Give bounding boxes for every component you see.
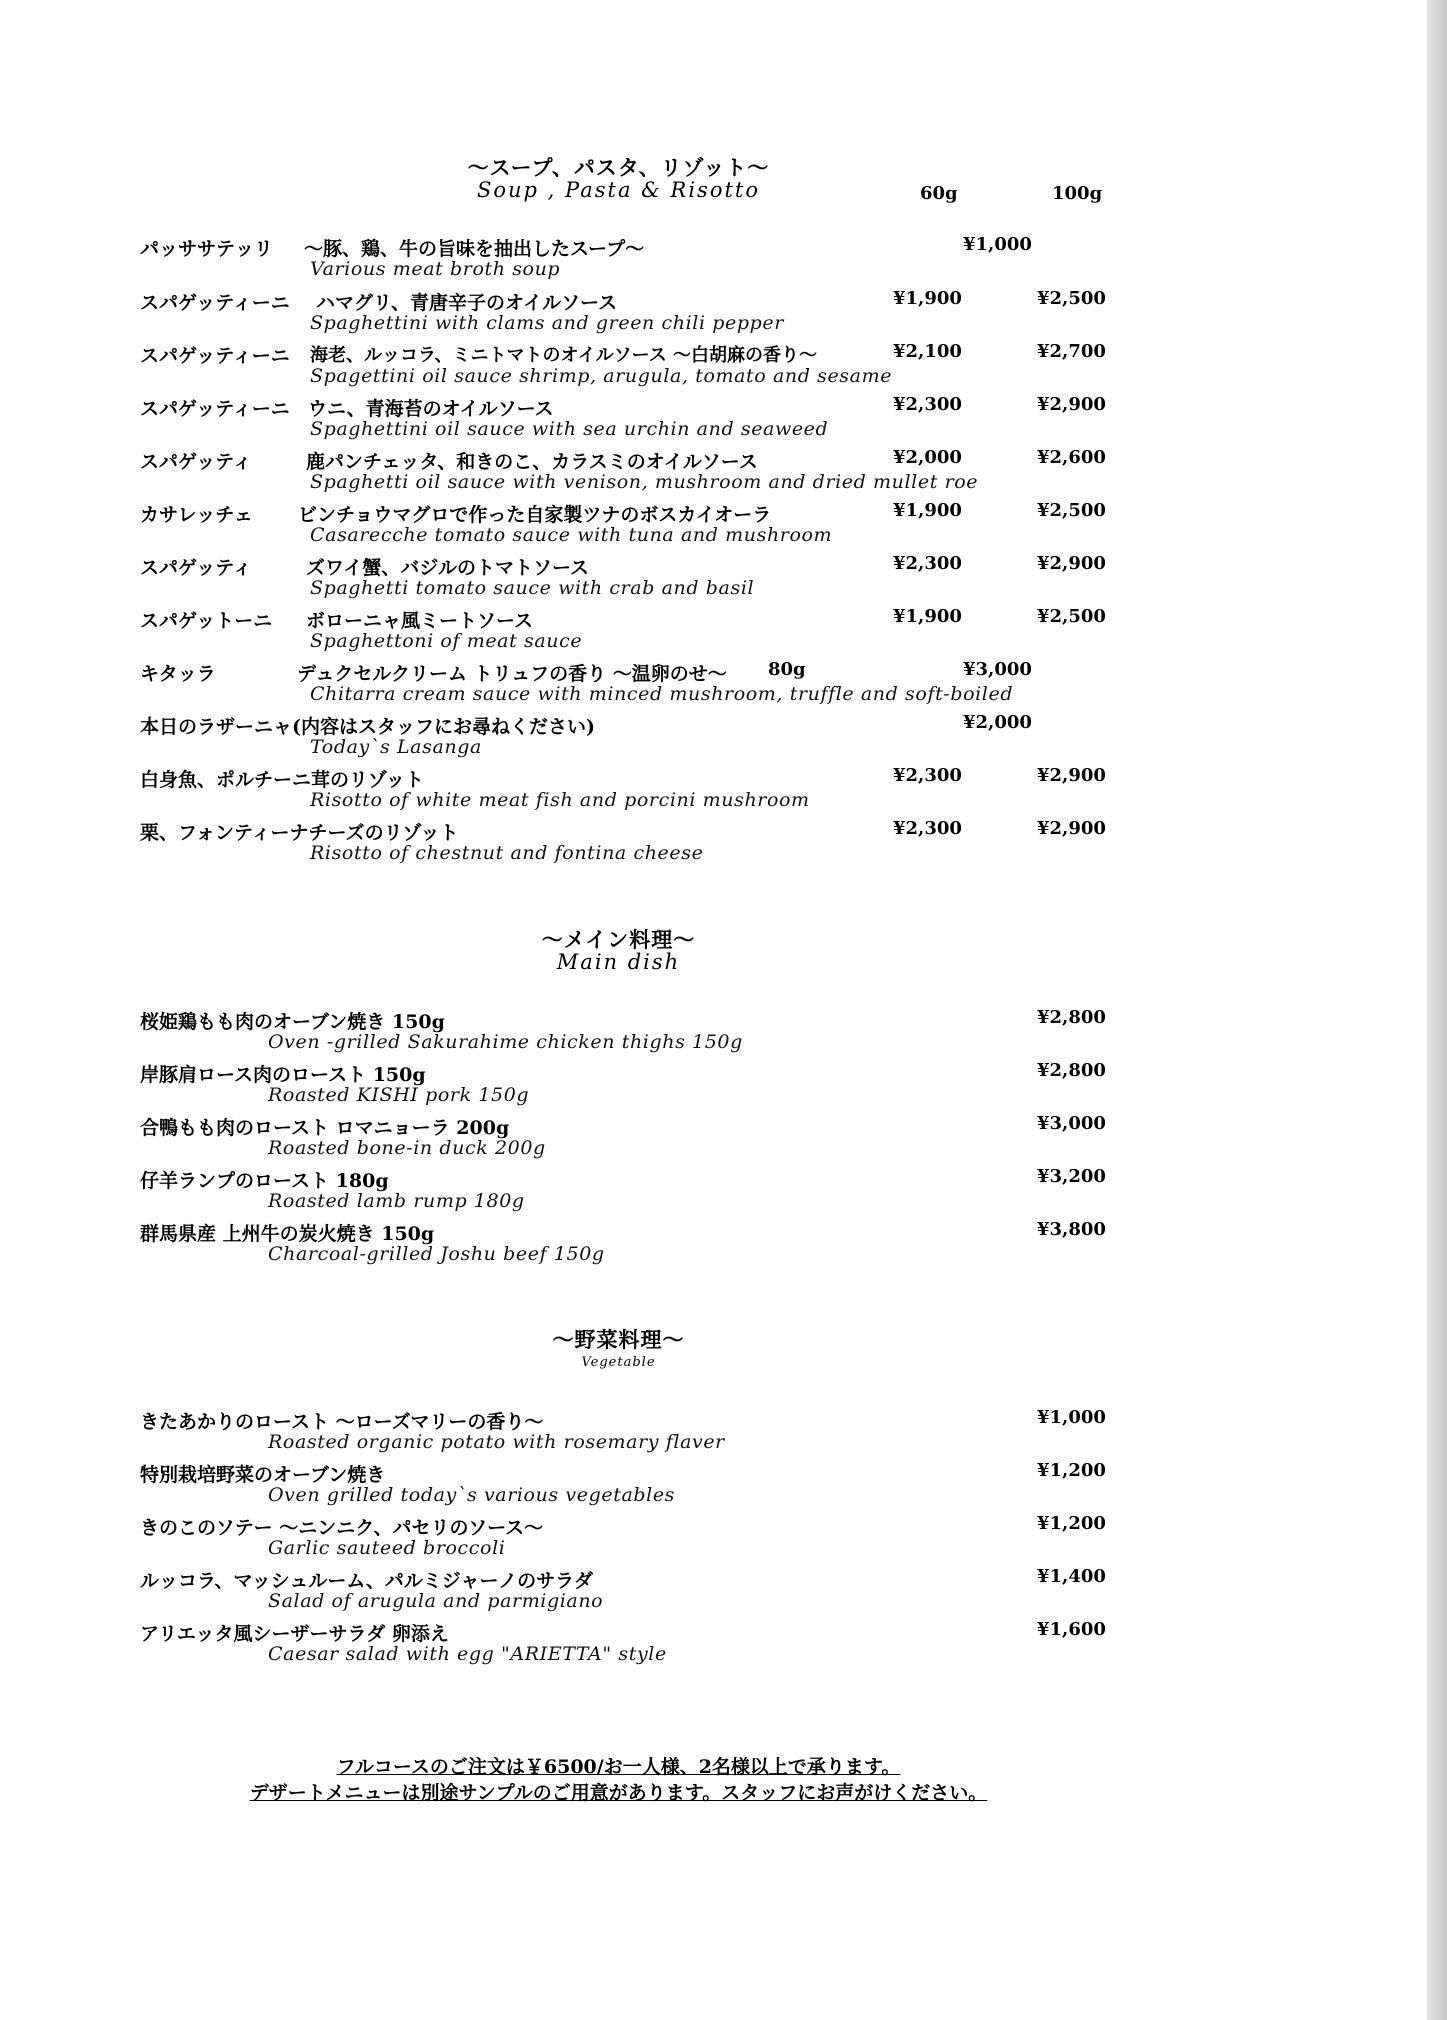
item-price-60g: ¥1,900: [893, 606, 962, 627]
item-price-60g: ¥2,000: [893, 447, 962, 468]
item-description: 鹿パンチェッタ、和きのこ、カラスミのオイルソース: [306, 451, 758, 473]
item-name: カサレッチェ: [140, 504, 253, 526]
item-name: スパゲッティーニ: [140, 398, 290, 420]
item-english: Casarecche tomato sauce with tuna and mushroom: [310, 524, 833, 546]
menu-item-row: [140, 500, 1140, 526]
item-price-100g: ¥2,500: [1037, 288, 1106, 309]
menu-item-row: [140, 1166, 1140, 1192]
menu-item-row: [140, 1460, 1140, 1486]
item-english: Roasted lamb rump 180g: [268, 1190, 525, 1212]
menu-item-row: [140, 1566, 1140, 1592]
item-english: Risotto of white meat fish and porcini mushroom: [310, 789, 810, 811]
item-price: ¥2,000: [963, 712, 1032, 733]
page-edge-shadow: [1427, 0, 1447, 2020]
item-name: 合鴨もも肉のロースト ロマニョーラ 200g: [140, 1117, 510, 1139]
item-price-100g: ¥2,900: [1037, 553, 1106, 574]
item-english: Roasted KISHI pork 150g: [268, 1084, 530, 1106]
menu-item-row: [140, 288, 1140, 314]
item-description: ～豚、鶏、牛の旨味を抽出したスープ～: [304, 238, 645, 260]
item-english: Spaghettini oil sauce with sea urchin and seaweed: [310, 418, 829, 440]
item-price: ¥3,000: [1037, 1113, 1106, 1134]
menu-item-row: [140, 1219, 1140, 1245]
item-name: 岸豚肩ロース肉のロースト 150g: [140, 1064, 426, 1086]
column-header-100g: 100g: [1052, 183, 1103, 204]
item-price-60g: ¥2,100: [893, 341, 962, 362]
item-english: Roasted bone-in duck 200g: [268, 1137, 546, 1159]
item-price: ¥1,200: [1037, 1460, 1106, 1481]
item-name: きのこのソテー ～ニンニク、パセリのソース～: [140, 1517, 544, 1539]
item-description: ハマグリ、青唐辛子のオイルソース: [316, 292, 618, 314]
menu-item-row: [140, 234, 1140, 260]
item-price-60g: ¥2,300: [893, 394, 962, 415]
item-name: スパゲッティーニ: [140, 345, 290, 367]
item-description: ズワイ蟹、バジルのトマトソース: [306, 557, 590, 579]
main-section-subtitle: Main dish: [556, 950, 681, 974]
item-english: Spaghetti tomato sauce with crab and basil: [310, 577, 755, 599]
footer-note-course: フルコースのご注文は￥6500/お一人様、2名様以上で承ります。: [336, 1756, 901, 1778]
item-english: Spaghettini with clams and green chili pepper: [310, 312, 784, 334]
menu-item-row: [140, 1619, 1140, 1645]
item-english: Oven grilled today`s various vegetables: [268, 1484, 676, 1506]
item-price-60g: ¥1,900: [893, 500, 962, 521]
item-price-100g: ¥2,900: [1037, 818, 1106, 839]
item-description: ビンチョウマグロで作った自家製ツナのボスカイオーラ: [298, 504, 772, 526]
vegetable-section-title: ～野菜料理～: [552, 1327, 685, 1352]
item-price-100g: ¥2,500: [1037, 606, 1106, 627]
menu-item-row: [140, 1060, 1140, 1086]
item-description: 海老、ルッコラ、ミニトマトのオイルソース ～白胡麻の香り～: [310, 345, 818, 366]
menu-item-row: [140, 818, 1140, 844]
column-header-60g: 60g: [920, 183, 958, 204]
item-english: Various meat broth soup: [310, 258, 561, 280]
item-price: ¥1,200: [1037, 1513, 1106, 1534]
item-description: ボローニャ風ミートソース: [306, 610, 534, 632]
item-english: Spaghetti oil sauce with venison, mushroom and dried mullet roe: [310, 471, 979, 493]
item-price: ¥1,400: [1037, 1566, 1106, 1587]
item-english: Today`s Lasanga: [310, 736, 482, 758]
pasta-section-subtitle: Soup , Pasta & Risotto: [477, 178, 760, 202]
item-price-60g: ¥2,300: [893, 818, 962, 839]
item-english: Oven -grilled Sakurahime chicken thighs 150g: [268, 1031, 743, 1053]
item-english: Roasted organic potato with rosemary flaver: [268, 1431, 725, 1453]
item-price: ¥2,800: [1037, 1007, 1106, 1028]
item-name: アリエッタ風シーザーサラダ 卵添え: [140, 1623, 449, 1645]
menu-item-row: [140, 1113, 1140, 1139]
item-price: ¥3,000: [963, 659, 1032, 680]
menu-item-row: [140, 394, 1140, 420]
pasta-section-title: ～スープ、パスタ、リゾット～: [467, 155, 770, 180]
item-english: Spagettini oil sauce shrimp, arugula, tomato and sesame: [310, 365, 893, 387]
item-name: スパゲットーニ: [140, 610, 273, 632]
item-name: 桜姫鶏もも肉のオーブン焼き 150g: [140, 1011, 445, 1033]
item-price: ¥1,000: [1037, 1407, 1106, 1428]
item-description: ウニ、青海苔のオイルソース: [308, 398, 554, 420]
item-price: ¥1,000: [963, 234, 1032, 255]
item-price: ¥2,800: [1037, 1060, 1106, 1081]
menu-item-row: [140, 553, 1140, 579]
item-price-100g: ¥2,500: [1037, 500, 1106, 521]
item-name: パッササテッリ: [140, 238, 274, 260]
item-weight: 80g: [768, 659, 806, 680]
footer-note-dessert: デザートメニューは別途サンプルのご用意があります。スタッフにお声がけください。: [249, 1782, 988, 1804]
item-name: 特別栽培野菜のオーブン焼き: [140, 1464, 386, 1486]
vegetable-section-subtitle: Vegetable: [581, 1355, 656, 1370]
item-name: キタッラ: [140, 663, 216, 685]
item-name: 群馬県産 上州牛の炭火焼き 150g: [140, 1223, 435, 1245]
item-name: スパゲッティ: [140, 451, 252, 473]
item-price: ¥3,200: [1037, 1166, 1106, 1187]
menu-item-row: [140, 765, 1140, 791]
menu-item-row: [140, 1007, 1140, 1033]
menu-item-row: [140, 712, 1140, 738]
item-name: 白身魚、ポルチーニ茸のリゾット: [140, 769, 424, 791]
menu-item-row: [140, 606, 1140, 632]
item-english: Caesar salad with egg "ARIETTA" style: [268, 1643, 667, 1665]
menu-item-row: [140, 447, 1140, 473]
item-price-100g: ¥2,900: [1037, 394, 1106, 415]
menu-item-row: [140, 1513, 1140, 1539]
item-name: ルッコラ、マッシュルーム、パルミジャーノのサラダ: [140, 1570, 593, 1592]
item-price: ¥1,600: [1037, 1619, 1106, 1640]
item-name: 仔羊ランプのロースト 180g: [140, 1170, 389, 1192]
item-description: デュクセルクリーム トリュフの香り ～温卵のせ～: [297, 663, 727, 685]
main-section-title: ～メイン料理～: [541, 927, 696, 952]
item-price-100g: ¥2,600: [1037, 447, 1106, 468]
menu-item-row: [140, 341, 1140, 367]
item-english: Garlic sauteed broccoli: [268, 1537, 506, 1559]
item-price-60g: ¥2,300: [893, 553, 962, 574]
item-english: Spaghettoni of meat sauce: [310, 630, 583, 652]
menu-item-row: [140, 1407, 1140, 1433]
item-english: Chitarra cream sauce with minced mushroom, truffle and soft-boiled: [310, 683, 1014, 705]
item-name: きたあかりのロースト ～ローズマリーの香り～: [140, 1411, 544, 1433]
item-name: スパゲッティーニ: [140, 292, 290, 314]
item-price-60g: ¥1,900: [893, 288, 962, 309]
item-name: 本日のラザーニャ(内容はスタッフにお尋ねください): [140, 716, 595, 738]
item-name: スパゲッティ: [140, 557, 252, 579]
item-price: ¥3,800: [1037, 1219, 1106, 1240]
item-english: Charcoal-grilled Joshu beef 150g: [268, 1243, 605, 1265]
menu-item-row: [140, 659, 1140, 685]
item-price-60g: ¥2,300: [893, 765, 962, 786]
item-price-100g: ¥2,900: [1037, 765, 1106, 786]
item-english: Risotto of chestnut and fontina cheese: [310, 842, 704, 864]
item-name: 栗、フォンティーナチーズのリゾット: [140, 822, 459, 844]
item-english: Salad of arugula and parmigiano: [268, 1590, 604, 1612]
item-price-100g: ¥2,700: [1037, 341, 1106, 362]
